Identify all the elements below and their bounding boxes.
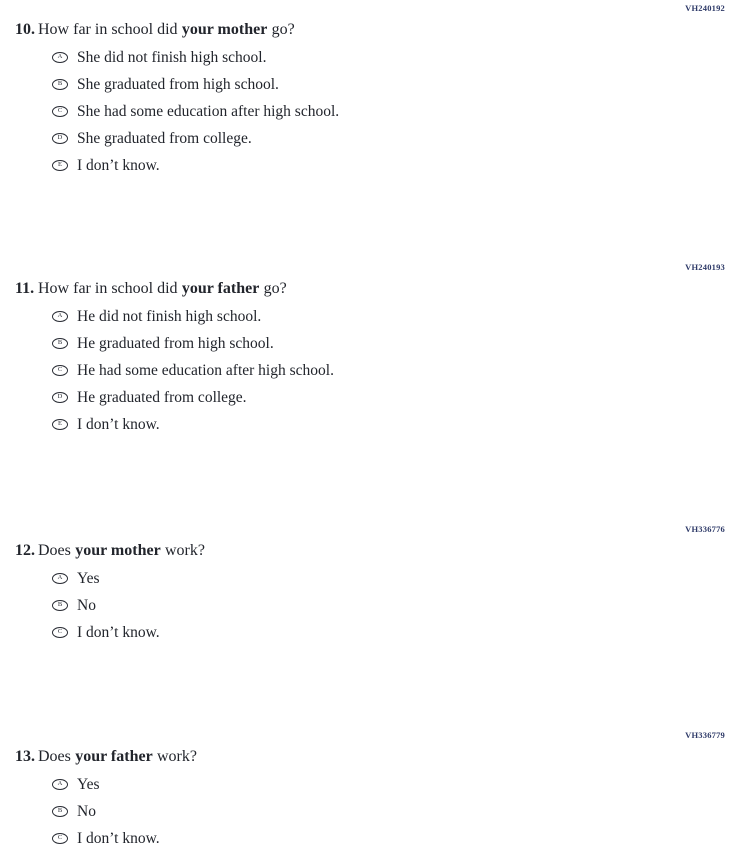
item-code: VH336776 [685, 524, 725, 534]
item-code: VH240193 [685, 262, 725, 272]
answer-option-c[interactable] [52, 357, 738, 384]
answer-option-c[interactable] [52, 98, 738, 125]
answer-option-label: Yes [77, 570, 100, 588]
answer-options [52, 771, 738, 851]
question-text: Does your mother work? [38, 542, 205, 559]
answer-option-a[interactable] [52, 771, 738, 798]
question-text: How far in school did your mother go? [38, 21, 295, 38]
answer-option-c[interactable] [52, 619, 738, 646]
answer-bubble-icon[interactable]: E [52, 160, 68, 171]
question-number: 11. [15, 280, 35, 297]
answer-option-a[interactable] [52, 44, 738, 71]
answer-option-label: Yes [77, 776, 100, 794]
answer-option-e[interactable] [52, 152, 738, 179]
answer-option-label: No [77, 803, 96, 821]
question-text: How far in school did your father go? [38, 280, 287, 297]
question-block-13 [0, 730, 738, 851]
answer-options [52, 565, 738, 646]
answer-option-label: He graduated from college. [77, 389, 247, 407]
question-block-11 [0, 262, 738, 438]
answer-option-label: I don’t know. [77, 157, 160, 175]
answer-option-a[interactable] [52, 303, 738, 330]
answer-bubble-icon[interactable]: C [52, 106, 68, 117]
answer-option-label: He had some education after high school. [77, 362, 334, 380]
question-block-10 [0, 3, 738, 179]
question-number: 13. [15, 748, 35, 765]
answer-bubble-icon[interactable]: B [52, 338, 68, 349]
answer-bubble-icon[interactable]: A [52, 311, 68, 322]
question-prompt [0, 20, 738, 39]
question-prompt [0, 747, 738, 766]
answer-bubble-icon[interactable]: D [52, 392, 68, 403]
answer-option-c[interactable] [52, 825, 738, 851]
answer-option-b[interactable] [52, 330, 738, 357]
answer-option-b[interactable] [52, 592, 738, 619]
question-block-12 [0, 524, 738, 646]
answer-option-d[interactable] [52, 125, 738, 152]
answer-option-label: She had some education after high school. [77, 103, 340, 121]
answer-option-label: He did not finish high school. [77, 308, 262, 326]
answer-option-a[interactable] [52, 565, 738, 592]
answer-bubble-icon[interactable]: C [52, 627, 68, 638]
answer-bubble-icon[interactable]: A [52, 779, 68, 790]
item-code: VH240192 [685, 3, 725, 13]
answer-option-label: I don’t know. [77, 830, 160, 848]
answer-option-label: She did not finish high school. [77, 49, 267, 67]
answer-option-label: She graduated from high school. [77, 76, 279, 94]
answer-bubble-icon[interactable]: C [52, 833, 68, 844]
answer-bubble-icon[interactable]: E [52, 419, 68, 430]
item-code: VH336779 [685, 730, 725, 740]
answer-bubble-icon[interactable]: A [52, 52, 68, 63]
answer-option-label: She graduated from college. [77, 130, 252, 148]
answer-bubble-icon[interactable]: D [52, 133, 68, 144]
answer-option-d[interactable] [52, 384, 738, 411]
answer-option-label: I don’t know. [77, 416, 160, 434]
answer-option-b[interactable] [52, 71, 738, 98]
answer-bubble-icon[interactable]: A [52, 573, 68, 584]
question-number: 12. [15, 542, 35, 559]
question-prompt [0, 541, 738, 560]
answer-bubble-icon[interactable]: B [52, 79, 68, 90]
answer-bubble-icon[interactable]: C [52, 365, 68, 376]
question-number: 10. [15, 21, 35, 38]
answer-options [52, 44, 738, 179]
answer-option-label: He graduated from high school. [77, 335, 274, 353]
answer-bubble-icon[interactable]: B [52, 806, 68, 817]
question-prompt [0, 279, 738, 298]
answer-option-e[interactable] [52, 411, 738, 438]
answer-option-label: No [77, 597, 96, 615]
question-text: Does your father work? [38, 748, 197, 765]
answer-bubble-icon[interactable]: B [52, 600, 68, 611]
answer-option-b[interactable] [52, 798, 738, 825]
answer-options [52, 303, 738, 438]
answer-option-label: I don’t know. [77, 624, 160, 642]
